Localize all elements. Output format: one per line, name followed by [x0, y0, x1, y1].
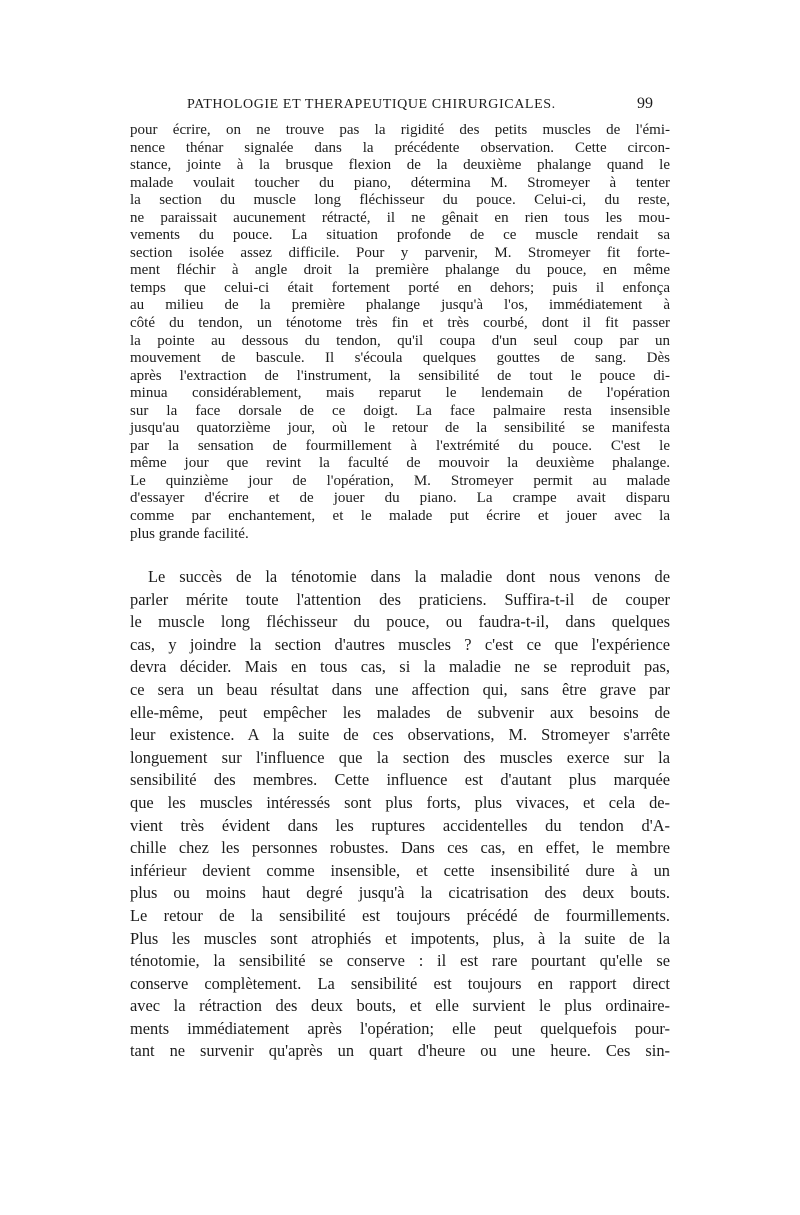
- text-line: section isolée assez difficile. Pour y parvenir, M. Stromeyer fit forte-: [130, 244, 670, 261]
- text-line: jusqu'au quatorzième jour, où le retour de la sensibilité se manifesta: [130, 420, 670, 437]
- text-line: Le quinzième jour de l'opération, M. Stromeyer permit au malade: [130, 472, 670, 489]
- text-line: conserve complètement. La sensibilité est toujours en rapport direct: [130, 973, 670, 993]
- text-line: Plus les muscles sont atrophiés et impotents, plus, à la suite de la: [130, 928, 670, 948]
- text-line: pour écrire, on ne trouve pas la rigidité des petits muscles de l'émi-: [130, 122, 670, 138]
- text-line: Le succès de la ténotomie dans la maladie dont nous venons de: [148, 567, 670, 586]
- text-line: mouvement de bascule. Il s'écoula quelques gouttes de sang. Dès: [130, 350, 670, 367]
- text-line: la section du muscle long fléchisseur du pouce. Celui-ci, du reste,: [130, 192, 670, 209]
- text-line: plus grande facilité.: [130, 525, 249, 542]
- text-line: ne paraissait aucunement rétracté, il ne gênait en rien tous les mou-: [130, 209, 670, 226]
- text-line: parler mérite toute l'attention des praticiens. Suffira-t-il de couper: [130, 589, 670, 609]
- text-line: devra décider. Mais en tous cas, si la maladie ne se reproduit pas,: [130, 657, 670, 677]
- text-line: malade voulait toucher du piano, détermina M. Stromeyer à tenter: [130, 174, 670, 191]
- paragraph: [130, 566, 670, 1063]
- text-line: stance, jointe à la brusque flexion de la deuxième phalange quand le: [130, 157, 670, 174]
- text-line: même jour que revint la faculté de mouvoir la deuxième phalange.: [130, 455, 670, 472]
- text-line: nence thénar signalée dans la précédente observation. Cette circon-: [130, 139, 670, 156]
- text-line: chille chez les personnes robustes. Dans ces cas, en effet, le membre: [130, 838, 670, 858]
- text-line: sensibilité des membres. Cette influence est d'autant plus marquée: [130, 770, 670, 790]
- text-line: après l'extraction de l'instrument, la sensibilité de tout le pouce di-: [130, 367, 670, 384]
- text-line: côté du tendon, un ténotome très fin et très courbé, dont il fit passer: [130, 315, 670, 332]
- text-line: ce sera un beau résultat dans une affection qui, sans être grave par: [130, 679, 670, 699]
- text-line: longuement sur l'influence que la section des muscles exerce sur la: [130, 747, 670, 767]
- text-line: par la sensation de fourmillement à l'extrémité du pouce. C'est le: [130, 437, 670, 454]
- text-line: cas, y joindre la section d'autres muscles ? c'est ce que l'expérience: [130, 634, 670, 654]
- text-line: vient très évident dans les ruptures accidentelles du tendon d'A-: [130, 815, 670, 835]
- text-line: d'essayer d'écrire et de jouer du piano. La crampe avait disparu: [130, 490, 670, 507]
- text-line: que les muscles intéressés sont plus forts, plus vivaces, et cela de-: [130, 792, 670, 812]
- text-line: plus ou moins haut degré jusqu'à la cicatrisation des deux bouts.: [130, 883, 670, 903]
- text-line: comme par enchantement, et le malade put écrire et jouer avec la: [130, 508, 670, 525]
- running-title: PATHOLOGIE ET THERAPEUTIQUE CHIRURGICALES.: [187, 97, 556, 112]
- text-line: ments immédiatement après l'opération; elle peut quelquefois pour-: [130, 1018, 670, 1038]
- text-line: temps que celui-ci était fortement porté en dehors; puis il enfonça: [130, 279, 670, 296]
- text-line: leur existence. A la suite de ces observations, M. Stromeyer s'arrête: [130, 725, 670, 745]
- text-line: Le retour de la sensibilité est toujours précédé de fourmillements.: [130, 905, 670, 925]
- text-line: tant ne survenir qu'après un quart d'heure ou une heure. Ces sin-: [130, 1041, 670, 1061]
- page-number: 99: [637, 95, 653, 112]
- text-line: avec la rétraction des deux bouts, et elle survient le plus ordinaire-: [130, 996, 670, 1016]
- text-line: au milieu de la première phalange jusqu'à l'os, immédiatement à: [130, 297, 670, 314]
- text-line: minua considérablement, mais reparut le lendemain de l'opération: [130, 385, 670, 402]
- text-line: sur la face dorsale de ce doigt. La face palmaire resta insensible: [130, 402, 670, 419]
- text-line: vements du pouce. La situation profonde de ce muscle rendait sa: [130, 227, 670, 244]
- paragraph: [130, 122, 670, 543]
- text-line: le muscle long fléchisseur du pouce, ou faudra-t-il, dans quelques: [130, 612, 670, 632]
- text-line: inférieur devient comme insensible, et cette insensibilité dure à un: [130, 860, 670, 880]
- text-line: la pointe au dessous du tendon, qu'il coupa d'un seul coup par un: [130, 332, 670, 349]
- text-line: ténotomie, la sensibilité se conserve : il est rare pourtant qu'elle se: [130, 951, 670, 971]
- text-line: elle-même, peut empêcher les malades de subvenir aux besoins de: [130, 702, 670, 722]
- text-line: ment fléchir à angle droit la première phalange du pouce, en même: [130, 262, 670, 279]
